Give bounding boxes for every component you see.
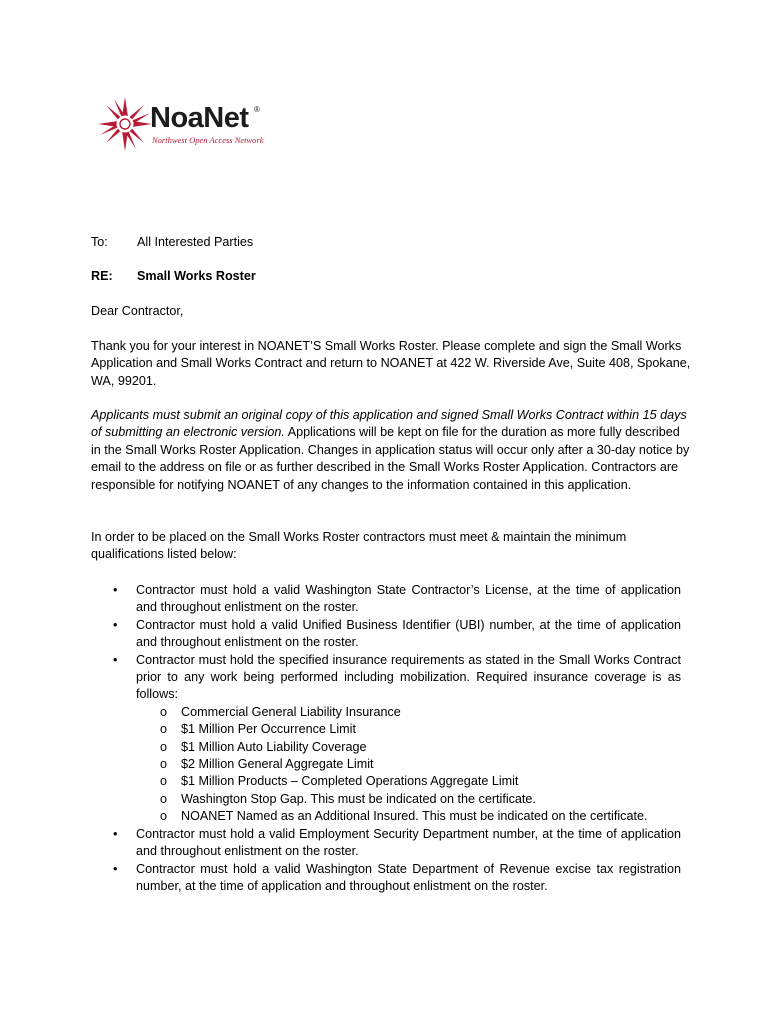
insurance-item: o Washington Stop Gap. This must be indicated on the certificate. [136, 791, 681, 808]
circle-bullet-icon: o [160, 757, 168, 772]
list-item: • Contractor must hold the specified insurance requirements as stated in the Small Works Contract prior to any work being performed including mobilization. Required insurance coverage is as follows: o Commercial General Liability Insurance o $1 Million Per Occurrence Limit o $1 Million Auto Liability Coverage o $2 Million General Aggregate Limit o $1 Million Products – Completed Operations Aggregate Limit o Washington Stop Gap. This must be indicated on the certificate. o NOANET Named as an Additional Insured. This must be indicated on the certificate. [91, 652, 681, 826]
bullet-icon: • [113, 652, 118, 667]
submission-deadline-note: Applicants must submit an original copy of this application and signed Small Works Contract within 15 days of submitting an electronic version. [91, 408, 687, 440]
bullet-icon: • [113, 583, 118, 597]
bullet-icon: • [113, 826, 118, 841]
list-item: • Contractor must hold a valid Washington State Contractor’s License, at the time of application and throughout enlistment on the roster. [113, 583, 681, 615]
submission-details: Applications will be kept on file for the duration as more fully described in the Small Works Roster Application. Changes in application status will occur only after a 30-day notice by email to the address on file or as further described in the Small Works Roster Application. Contractors are responsible for notifying NOANET of any changes to the information contained in this application. [91, 425, 690, 492]
noanet-logo [96, 95, 271, 153]
salutation: Dear Contractor, [91, 304, 184, 318]
logo-wordmark: NoaNet [150, 102, 249, 134]
to-value: All Interested Parties [137, 235, 254, 249]
list-item: • Contractor must hold a valid Unified Business Identifier (UBI) number, at the time of application and throughout enlistment on the roster. [113, 617, 681, 650]
intro-paragraph: Thank you for your interest in NOANET’S Small Works Roster. Please complete and sign the Small Works Application and Small Works Contract and return to NOANET at 422 W. Riverside Ave, Suite 408, Spokane, WA, 99201. [91, 339, 691, 388]
insurance-item: o $2 Million General Aggregate Limit [136, 756, 681, 773]
requirements-list [91, 582, 681, 895]
star-burst-icon [96, 95, 154, 153]
insurance-list [136, 704, 681, 826]
to-label: To: [91, 235, 108, 249]
qualifications-intro: In order to be placed on the Small Works Roster contractors must meet & maintain the minimum qualifications listed below: [91, 530, 627, 562]
trademark-symbol: ® [254, 105, 260, 114]
list-item: • Contractor must hold a valid Employment Security Department number, at the time of application and throughout enlistment on the roster. [113, 826, 681, 859]
insurance-item: o $1 Million Per Occurrence Limit [136, 721, 681, 738]
circle-bullet-icon: o [160, 739, 168, 754]
circle-bullet-icon: o [160, 791, 168, 806]
insurance-item: o $1 Million Products – Completed Operations Aggregate Limit [136, 773, 681, 790]
insurance-item: o Commercial General Liability Insurance [136, 704, 681, 721]
circle-bullet-icon: o [160, 722, 168, 737]
submission-paragraph [91, 407, 691, 494]
logo-tagline: Northwest Open Access Network [152, 135, 264, 145]
re-value: Small Works Roster [137, 269, 256, 283]
re-label: RE: [91, 269, 113, 283]
circle-bullet-icon: o [160, 774, 168, 789]
insurance-item: o $1 Million Auto Liability Coverage [136, 739, 681, 756]
bullet-icon: • [113, 617, 118, 632]
circle-bullet-icon: o [160, 704, 168, 719]
circle-bullet-icon: o [160, 809, 168, 824]
list-item: • Contractor must hold a valid Washington State Department of Revenue excise tax registration number, at the time of application and throughout enlistment on the roster. [113, 861, 681, 893]
bullet-icon: • [113, 861, 118, 876]
insurance-item: o NOANET Named as an Additional Insured. This must be indicated on the certificate. [136, 808, 681, 825]
